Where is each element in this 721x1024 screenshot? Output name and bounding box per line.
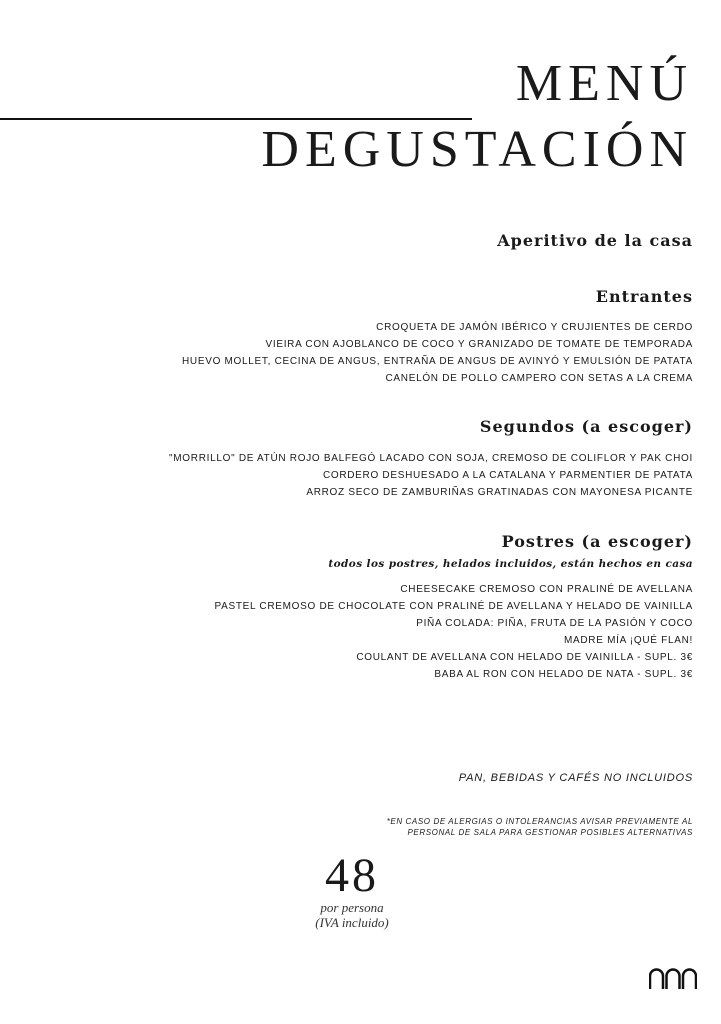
arches-logo-icon: [649, 968, 697, 990]
segundos-section: [169, 419, 693, 501]
list-item: CHEESECAKE CREMOSO CON PRALINÉ DE AVELLANA: [400, 584, 693, 595]
price-block: [296, 849, 408, 930]
list-item: VIEIRA CON AJOBLANCO DE COCO Y GRANIZADO DE TOMATE DE TEMPORADA: [265, 339, 693, 350]
postres-list: [215, 581, 694, 683]
price-tax-note: (IVA incluido): [315, 915, 389, 930]
list-item: MADRE MÍA ¡QUÉ FLAN!: [563, 635, 693, 646]
postres-section: [215, 534, 694, 683]
list-item: PASTEL CREMOSO DE CHOCOLATE CON PRALINÉ DE AVELLANA Y HELADO DE VAINILLA: [214, 601, 693, 612]
segundos-heading: Segundos (a escoger): [479, 417, 693, 436]
list-item: CORDERO DESHUESADO A LA CATALANA Y PARMENTIER DE PATATA: [322, 470, 693, 481]
segundos-list: [169, 450, 693, 501]
entrantes-section: [182, 289, 693, 387]
postres-heading: Postres (a escoger): [501, 532, 693, 551]
not-included-note: PAN, BEBIDAS Y CAFÉS NO INCLUIDOS: [458, 772, 693, 784]
menu-title-line1: MENÚ: [515, 55, 693, 112]
allergy-line: PERSONAL DE SALA PARA GESTIONAR POSIBLES ALTERNATIVAS: [407, 828, 693, 837]
allergy-note: [387, 816, 693, 838]
title-divider-line: [0, 118, 472, 120]
list-item: CANELÓN DE POLLO CAMPERO CON SETAS A LA CREMA: [385, 373, 693, 384]
list-item: PIÑA COLADA: PIÑA, FRUTA DE LA PASIÓN Y COCO: [416, 618, 693, 629]
allergy-line: *EN CASO DE ALERGIAS O INTOLERANCIAS AVISAR PREVIAMENTE AL: [386, 817, 693, 826]
list-item: CROQUETA DE JAMÓN IBÉRICO Y CRUJIENTES DE CERDO: [376, 322, 693, 333]
menu-title-line2: DEGUSTACIÓN: [261, 121, 693, 178]
entrantes-heading: Entrantes: [595, 287, 693, 306]
list-item: ARROZ SECO DE ZAMBURIÑAS GRATINADAS CON MAYONESA PICANTE: [306, 487, 693, 498]
postres-note: todos los postres, helados incluidos, están hechos en casa: [328, 558, 693, 570]
aperitivo-section: [497, 233, 693, 249]
list-item: BABA AL RON CON HELADO DE NATA - SUPL. 3€: [434, 669, 693, 680]
list-item: COULANT DE AVELLANA CON HELADO DE VAINILLA - SUPL. 3€: [356, 652, 693, 663]
list-item: HUEVO MOLLET, CECINA DE ANGUS, ENTRAÑA DE ANGUS DE AVINYÓ Y EMULSIÓN DE PATATA: [181, 356, 693, 367]
price-amount: 48: [325, 849, 379, 902]
entrantes-list: [182, 319, 693, 387]
aperitivo-heading: Aperitivo de la casa: [497, 231, 693, 250]
price-per-person: por persona: [320, 900, 384, 915]
list-item: "MORRILLO" DE ATÚN ROJO BALFEGÓ LACADO CON SOJA, CREMOSO DE COLIFLOR Y PAK CHOI: [169, 453, 693, 464]
